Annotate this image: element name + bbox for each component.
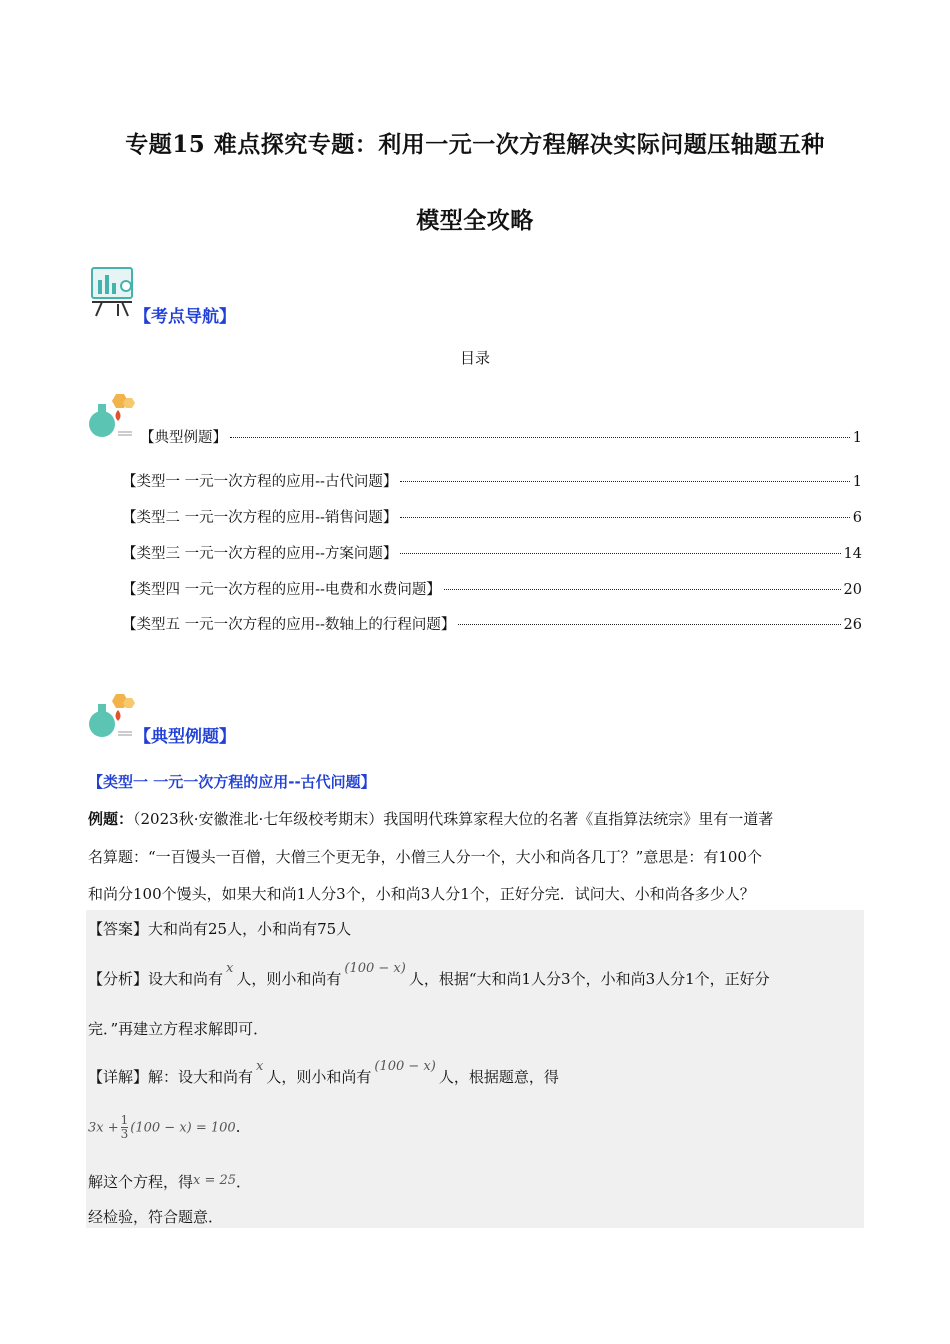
detail-text: 人，根据题意，得 xyxy=(438,1068,559,1086)
toc-entry[interactable] xyxy=(122,470,862,491)
analysis-line-1 xyxy=(88,961,770,989)
detail-text: 人，则小和尚有 xyxy=(266,1068,372,1086)
fraction xyxy=(121,1114,129,1141)
toc-leader-dots xyxy=(400,553,840,554)
toc-leader-dots xyxy=(458,624,840,625)
example-label: 例题： xyxy=(88,810,134,828)
math-expression: (100 − x) xyxy=(344,961,406,976)
fraction-numerator: 1 xyxy=(120,1113,129,1127)
equation-period: ． xyxy=(235,1117,251,1136)
toc-entry[interactable] xyxy=(122,506,862,527)
math-expression: (100 − x) xyxy=(374,1059,436,1074)
toc-entry[interactable] xyxy=(122,578,862,599)
section-title: 【典型例题】 xyxy=(134,727,236,747)
toc-entry-page: 20 xyxy=(843,582,862,598)
toc-entry-page: 26 xyxy=(843,617,862,633)
equation-left: 3x + xyxy=(88,1120,119,1136)
example-line-1 xyxy=(88,808,773,829)
toc-entry-label: 【类型一 一元一次方程的应用--古代问题】 xyxy=(122,474,398,490)
answer-line: 【答案】大和尚有25人，小和尚有75人 xyxy=(88,920,352,938)
toc-entry[interactable] xyxy=(122,542,862,563)
solve-line xyxy=(88,1171,251,1192)
document-title-line-2: 模型全攻略 xyxy=(416,207,534,234)
toc-leader-dots xyxy=(230,437,850,438)
toc-entry-page: 14 xyxy=(843,546,862,562)
toc-entry-page: 1 xyxy=(852,430,862,446)
lab-flask-icon xyxy=(88,692,136,740)
toc-entry-label: 【类型五 一元一次方程的应用--数轴上的行程问题】 xyxy=(122,617,456,633)
equation-right: (100 − x) = 100 xyxy=(130,1120,236,1136)
toc-heading: 目录 xyxy=(459,349,490,367)
equation-line xyxy=(88,1114,251,1141)
toc-entry-page: 1 xyxy=(852,474,862,490)
toc-entry-label: 【典型例题】 xyxy=(140,430,227,446)
toc-entry-label: 【类型四 一元一次方程的应用--电费和水费问题】 xyxy=(122,582,441,598)
fraction-denominator: 3 xyxy=(120,1127,129,1141)
navigation-section-label: 【考点导航】 xyxy=(134,307,236,327)
toc-entry[interactable] xyxy=(122,613,862,634)
toc-leader-dots xyxy=(444,589,841,590)
lab-flask-icon xyxy=(88,392,136,440)
toc-entry-label: 【类型三 一元一次方程的应用--方案问题】 xyxy=(122,546,398,562)
type-1-title: 【类型一 一元一次方程的应用--古代问题】 xyxy=(88,773,376,791)
analysis-text: 人，则小和尚有 xyxy=(236,970,342,988)
check-line: 经检验，符合题意． xyxy=(88,1208,224,1226)
toc-leader-dots xyxy=(400,517,849,518)
example-line-3: 和尚分100个馒头，如果大和尚1人分3个，小和尚3人分1个，正好分完．试问大、小和尚各多少人？ xyxy=(88,885,755,903)
example-line-2: 名算题：“一百馒头一百僧，大僧三个更无争，小僧三人分一个，大小和尚各几丁？”意思是：有100个 xyxy=(88,848,762,866)
math-variable: x xyxy=(256,1059,264,1074)
detail-text: 【详解】解：设大和尚有 xyxy=(88,1068,254,1086)
analysis-text: 【分析】设大和尚有 xyxy=(88,970,224,988)
presentation-board-icon xyxy=(88,266,138,318)
toc-leader-dots xyxy=(400,481,849,482)
math-variable: x xyxy=(226,961,234,976)
toc-entry-label: 【类型二 一元一次方程的应用--销售问题】 xyxy=(122,510,398,526)
detail-line-1 xyxy=(88,1059,559,1087)
toc-entry-page: 6 xyxy=(852,510,862,526)
solution-expression: x = 25 xyxy=(193,1173,237,1188)
analysis-text: 人，根据“大和尚1人分3个，小和尚3人分1个，正好分 xyxy=(408,970,770,988)
analysis-line-2: 完．”再建立方程求解即可． xyxy=(88,1020,269,1038)
example-text-1: （2023秋·安徽淮北·七年级校考期末）我国明代珠算家程大位的名著《直指算法统宗》里有一道著 xyxy=(133,810,774,828)
document-title-line-1: 专题15 难点探究专题：利用一元一次方程解决实际问题压轴题五种 xyxy=(125,131,825,158)
toc-entry[interactable] xyxy=(140,426,862,447)
solve-text: 解这个方程，得 xyxy=(88,1173,194,1191)
solve-period: ． xyxy=(236,1173,252,1191)
